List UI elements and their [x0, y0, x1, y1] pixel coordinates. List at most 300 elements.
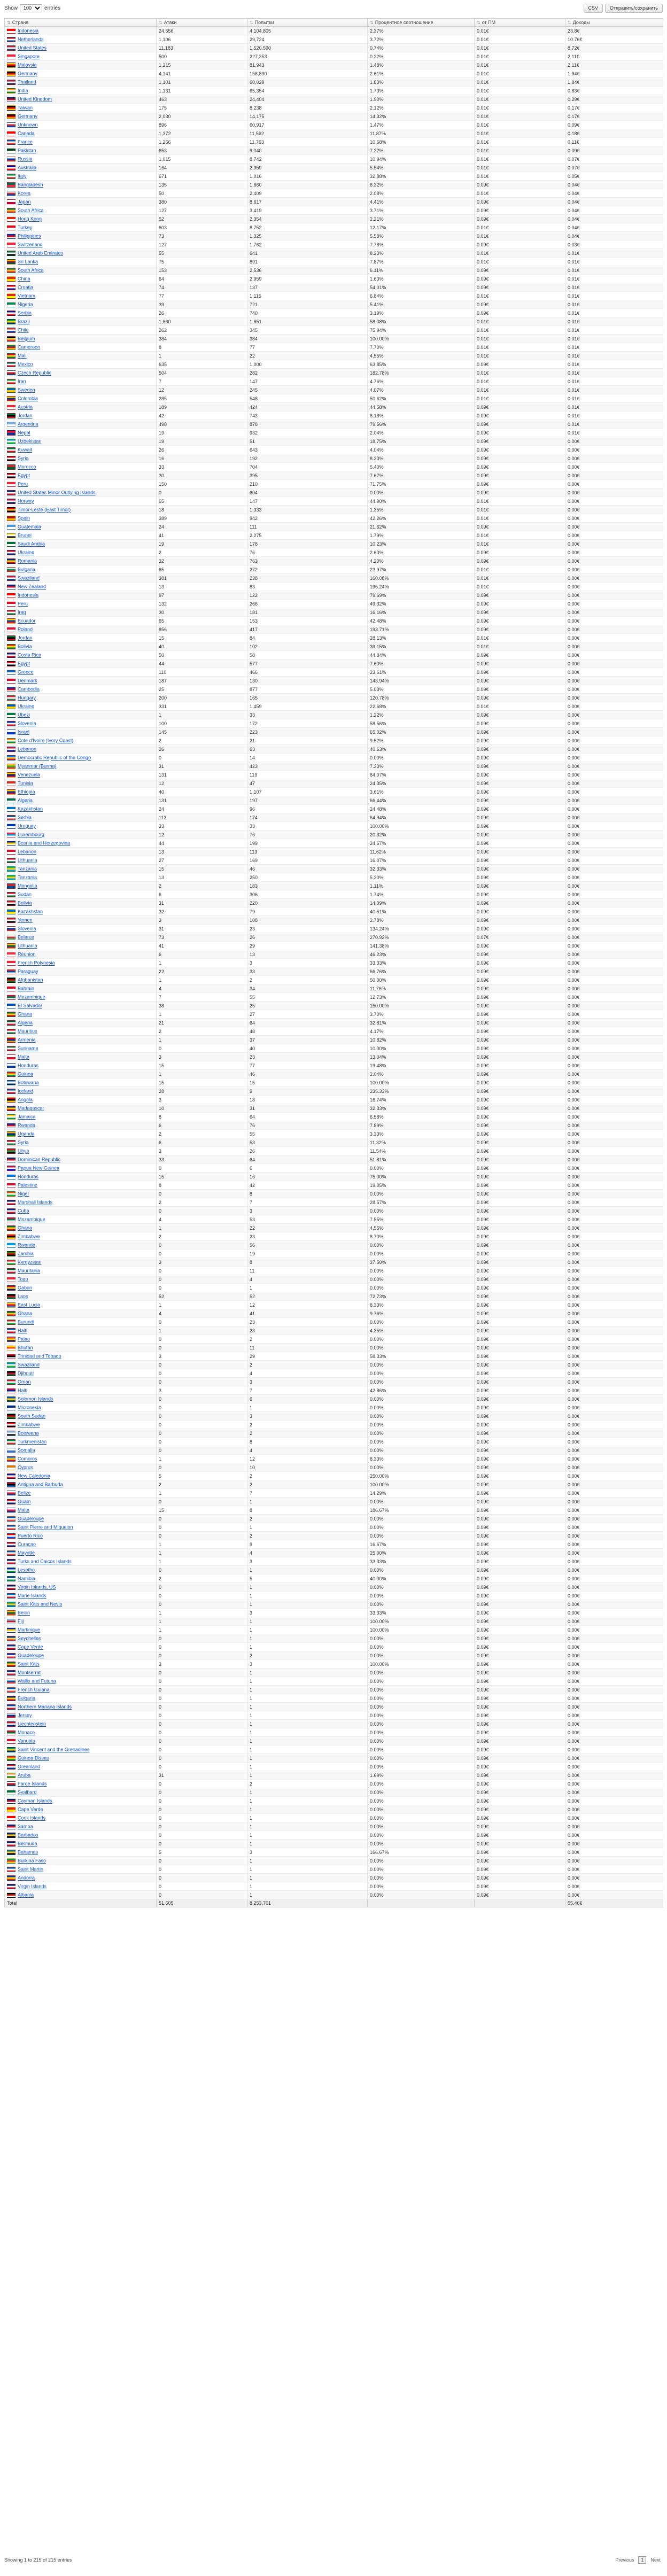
country-link[interactable]: Honduras [18, 1174, 39, 1180]
country-link[interactable]: Palestine [18, 1182, 38, 1188]
country-link[interactable]: Bolivia [18, 643, 32, 649]
country-link[interactable]: Martinique [18, 1627, 41, 1633]
column-header-per-pm[interactable]: ⇅ от ПМ [475, 19, 565, 27]
country-link[interactable]: Japan [18, 199, 31, 205]
csv-button[interactable]: CSV [584, 4, 603, 13]
country-link[interactable]: Russia [18, 156, 33, 162]
country-link[interactable]: Faroe Islands [18, 1781, 47, 1787]
cell-income: 0.00€ [565, 651, 663, 659]
cell-ratio: 1.83% [368, 78, 475, 87]
country-link[interactable]: Honduras [18, 1062, 39, 1068]
country-link[interactable]: Nigeria [18, 301, 33, 307]
country-link[interactable]: Palau [18, 1336, 30, 1342]
country-link[interactable]: United Arab Emirates [18, 250, 64, 256]
country-flag-icon [7, 747, 15, 752]
country-link[interactable]: Bulgaria [18, 567, 36, 572]
cell-ratio: 100.00% [368, 1078, 475, 1087]
country-link[interactable]: Ghana [18, 1225, 33, 1231]
cell-per-pm: 0.09€ [475, 831, 565, 839]
country-link[interactable]: Tunisia [18, 780, 33, 786]
country-link[interactable]: Mexico [18, 361, 33, 367]
country-link[interactable]: Bhutan [18, 1345, 33, 1351]
country-link[interactable]: Belgium [18, 336, 35, 342]
country-link[interactable]: Zimbabwe [18, 1233, 40, 1239]
country-link[interactable]: Jamaica [18, 1114, 36, 1120]
country-link[interactable]: Haiti [18, 1328, 28, 1333]
country-link[interactable]: Peru [18, 601, 28, 607]
print-save-button[interactable]: Отправить/сохранить [605, 4, 663, 13]
cell-country [5, 1044, 157, 1053]
country-link[interactable]: Korea [18, 190, 31, 196]
country-link[interactable]: Democratic Republic of the Congo [18, 755, 91, 761]
country-link[interactable]: Cote d'Ivoire (Ivory Coast) [18, 738, 74, 743]
country-link[interactable]: Ukraine [18, 549, 35, 555]
country-link[interactable]: Indonesia [18, 28, 39, 34]
country-link[interactable]: Somalia [18, 1447, 35, 1453]
cell-country [5, 848, 157, 856]
country-link[interactable]: Colombia [18, 395, 38, 401]
country-link[interactable]: Guinea [18, 1071, 34, 1077]
country-link[interactable]: Virgin Islands [18, 1883, 46, 1889]
country-link[interactable]: Togo [18, 1276, 28, 1282]
cell-attempts: 4 [247, 1275, 368, 1284]
country-link[interactable]: Suriname [18, 1045, 38, 1051]
cell-ratio: 21.62% [368, 523, 475, 531]
country-link[interactable]: Bangladesh [18, 182, 43, 188]
country-link[interactable]: Argentina [18, 421, 38, 427]
country-link[interactable]: Guatemala [18, 524, 42, 530]
cell-income: 0.00€ [565, 899, 663, 907]
country-link[interactable]: Armenia [18, 1037, 36, 1043]
country-link[interactable]: Morocco [18, 464, 36, 470]
country-link[interactable]: Algeria [18, 1020, 33, 1026]
country-link[interactable]: Marshall Islands [18, 1199, 53, 1205]
cell-per-pm: 0.09€ [475, 1651, 565, 1660]
cell-income: 0.00€ [565, 565, 663, 574]
pagination-page[interactable]: 1 [638, 2556, 646, 2564]
country-link[interactable]: Guam [18, 1499, 31, 1504]
country-link[interactable]: El Salvador [18, 1003, 43, 1008]
country-link[interactable]: Cape Verde [18, 1806, 43, 1812]
cell-ratio: 0.00% [368, 1566, 475, 1574]
country-link[interactable]: Madagascar [18, 1105, 44, 1111]
cell-country [5, 87, 157, 95]
country-link[interactable]: Antigua and Barbuda [18, 1481, 63, 1487]
cell-attempts: 877 [247, 685, 368, 694]
country-link[interactable]: Bulgaria [18, 1695, 36, 1701]
country-link[interactable]: Bolivia [18, 900, 32, 906]
country-link[interactable]: Benin [18, 1610, 30, 1616]
country-flag-icon [7, 1465, 15, 1470]
country-link[interactable]: Djibouti [18, 1370, 34, 1376]
country-flag-icon [7, 413, 15, 418]
cell-attempts: 1 [247, 1814, 368, 1822]
country-link[interactable]: Czech Republic [18, 370, 52, 376]
country-link[interactable]: Saint Martin [18, 1866, 44, 1872]
country-link[interactable]: Fiji [18, 1618, 24, 1624]
cell-country [5, 1592, 157, 1600]
country-flag-icon [7, 507, 15, 513]
country-link[interactable]: Saint Kitts and Nevis [18, 1601, 63, 1607]
country-link[interactable]: Kyrgyzstan [18, 1259, 42, 1265]
country-link[interactable]: Germany [18, 113, 38, 119]
page-length-select[interactable] [20, 4, 42, 12]
country-link[interactable]: Netherlands [18, 36, 44, 42]
table-row [5, 1737, 663, 1745]
country-link[interactable]: Swaziland [18, 1362, 40, 1368]
country-link[interactable]: Norway [18, 498, 34, 504]
cell-attempts: 2 [247, 1480, 368, 1489]
country-flag-icon [7, 695, 15, 701]
country-link[interactable]: Liechtenstein [18, 1721, 46, 1727]
cell-attempts: 53 [247, 1138, 368, 1147]
country-link[interactable]: Turkmenistan [18, 1439, 47, 1445]
cell-attacks: 1 [157, 1010, 247, 1019]
country-link[interactable]: Iceland [18, 1088, 34, 1094]
cell-country [5, 138, 157, 146]
country-link[interactable]: Australia [18, 165, 37, 170]
country-link[interactable]: Romania [18, 558, 37, 564]
country-link[interactable]: Botswana [18, 1430, 39, 1436]
country-link[interactable]: Lebanon [18, 849, 37, 855]
country-link[interactable]: Saint Vincent and the Grenadines [18, 1747, 90, 1752]
country-link[interactable]: Myanmar (Burma) [18, 763, 57, 769]
country-link[interactable]: Thailand [18, 79, 36, 85]
country-link[interactable]: Solomon Islands [18, 1396, 53, 1402]
country-link[interactable]: Kazakhstan [18, 909, 43, 914]
country-link[interactable]: Tanzania [18, 874, 37, 880]
country-link[interactable]: Ukraine [18, 703, 35, 709]
country-link[interactable]: Syria [18, 1139, 29, 1145]
country-link[interactable]: Brunei [18, 532, 32, 538]
cell-attacks: 15 [157, 1173, 247, 1181]
country-link[interactable]: Andorra [18, 1875, 35, 1881]
country-link[interactable]: Mali [18, 353, 27, 359]
country-link[interactable]: Timor-Leste (East Timor) [18, 507, 71, 513]
country-link[interactable]: Namibia [18, 1576, 36, 1581]
country-link[interactable]: Vietnam [18, 293, 35, 299]
country-link[interactable]: Lesotho [18, 1567, 35, 1573]
country-link[interactable]: Unknown [18, 122, 38, 128]
cell-ratio: 16.74% [368, 1096, 475, 1104]
cell-country [5, 1891, 157, 1899]
cell-country [5, 1660, 157, 1669]
country-link[interactable]: South Africa [18, 207, 44, 213]
country-link[interactable]: Iran [18, 378, 26, 384]
country-link[interactable]: Bosnia and Herzegovina [18, 840, 71, 846]
country-link[interactable]: Nepal [18, 430, 30, 436]
country-link[interactable]: Saint Kitts [18, 1661, 40, 1667]
country-link[interactable]: Mongolia [18, 883, 37, 889]
country-link[interactable]: Gabon [18, 1285, 33, 1291]
cell-income: 0.00€ [565, 1386, 663, 1395]
country-link[interactable]: Mozambique [18, 994, 45, 1000]
country-link[interactable]: East Lucia [18, 1302, 41, 1308]
country-link[interactable]: Canada [18, 130, 35, 136]
country-link[interactable]: Ethiopia [18, 789, 35, 795]
country-flag-icon [7, 558, 15, 564]
country-link[interactable]: Egypt [18, 472, 30, 478]
country-link[interactable]: Réunion [18, 951, 36, 957]
cell-per-pm: 0.01€ [475, 514, 565, 523]
country-flag-icon [7, 516, 15, 521]
country-link[interactable]: Burkina Faso [18, 1858, 46, 1864]
country-link[interactable]: Cape Verde [18, 1644, 43, 1650]
country-link[interactable]: Costa Rica [18, 652, 42, 658]
country-link[interactable]: Barbados [18, 1832, 38, 1838]
country-link[interactable]: Cyprus [18, 1464, 33, 1470]
country-link[interactable]: Samoa [18, 1824, 33, 1829]
cell-attempts: 3 [247, 1557, 368, 1566]
country-link[interactable]: Kuwait [18, 447, 33, 453]
country-link[interactable]: Saudi Arabia [18, 541, 45, 547]
cell-attempts: 1,016 [247, 172, 368, 181]
country-link[interactable]: Trinidad and Tobago [18, 1353, 61, 1359]
country-link[interactable]: Serbia [18, 310, 32, 316]
pagination-next[interactable]: Next [650, 2557, 661, 2563]
country-link[interactable]: Guadeloupe [18, 1516, 44, 1522]
country-link[interactable]: Sweden [18, 387, 35, 393]
country-link[interactable]: Jersey [18, 1712, 32, 1718]
country-link[interactable]: Oman [18, 1379, 31, 1385]
country-flag-icon [7, 1687, 15, 1693]
country-link[interactable]: Pakistan [18, 148, 36, 153]
country-link[interactable]: Cambodia [18, 686, 40, 692]
country-link[interactable]: Ghana [18, 1011, 33, 1017]
cell-per-pm: 0.09€ [475, 950, 565, 959]
country-link[interactable]: Bahrain [18, 986, 35, 991]
country-link[interactable]: Luxembourg [18, 832, 45, 837]
country-link[interactable]: Slovenia [18, 720, 36, 726]
cell-income: 0.00€ [565, 1421, 663, 1429]
country-link[interactable]: Venezuela [18, 772, 41, 778]
country-link[interactable]: French Guiana [18, 1687, 50, 1693]
country-link[interactable]: Albania [18, 1892, 34, 1898]
country-link[interactable]: Hong Kong [18, 216, 42, 222]
country-link[interactable]: Haiti [18, 1387, 28, 1393]
cell-ratio: 4.55% [368, 1224, 475, 1232]
cell-country [5, 1694, 157, 1703]
country-link[interactable]: Rwanda [18, 1242, 36, 1248]
country-link[interactable]: United Kingdom [18, 96, 52, 102]
country-link[interactable]: Syria [18, 455, 29, 461]
table-row [5, 360, 663, 369]
country-link[interactable]: Saint Pierre and Miquelon [18, 1524, 73, 1530]
cell-attempts: 1 [247, 1720, 368, 1728]
country-link[interactable]: Micronesia [18, 1405, 41, 1410]
cell-income: 0.00€ [565, 771, 663, 779]
country-link[interactable]: Puerto Rico [18, 1533, 43, 1539]
country-link[interactable]: Malaysia [18, 62, 37, 68]
table-row [5, 1540, 663, 1549]
country-link[interactable]: Singapore [18, 53, 40, 59]
country-link[interactable]: Svalbard [18, 1789, 37, 1795]
country-link[interactable]: Zambia [18, 1251, 34, 1256]
country-link[interactable]: Taiwan [18, 105, 33, 111]
cell-income: 0.00€ [565, 659, 663, 668]
country-link[interactable]: Uganda [18, 1131, 35, 1137]
country-link[interactable]: Bahamas [18, 1849, 38, 1855]
cell-per-pm: 0.09€ [475, 1891, 565, 1899]
country-link[interactable]: Marie Islands [18, 1593, 46, 1599]
country-link[interactable]: Croatia [18, 284, 34, 290]
table-row [5, 1788, 663, 1797]
country-link[interactable]: Turks and Caicos Islands [18, 1558, 72, 1564]
cell-country [5, 1429, 157, 1438]
country-link[interactable]: New Zealand [18, 584, 46, 589]
country-link[interactable]: Zimbabwe [18, 1422, 40, 1427]
country-link[interactable]: Aruba [18, 1772, 31, 1778]
country-link[interactable]: Israel [18, 729, 30, 735]
country-link[interactable]: Virgin Islands, US [18, 1584, 56, 1590]
country-link[interactable]: Mayotte [18, 1550, 35, 1556]
table-row [5, 1224, 663, 1232]
country-link[interactable]: Guinea-Bissau [18, 1755, 50, 1761]
country-link[interactable]: Serbia [18, 814, 32, 820]
country-link[interactable]: United States [18, 45, 47, 51]
country-link[interactable]: Vanuatu [18, 1738, 35, 1744]
country-link[interactable]: Lithuania [18, 943, 37, 949]
country-link[interactable]: Greece [18, 669, 34, 675]
country-link[interactable]: Sudan [18, 891, 32, 897]
country-link[interactable]: Niger [18, 1191, 29, 1197]
cell-country [5, 1609, 157, 1617]
table-toolbar [4, 2, 663, 14]
country-link[interactable]: Spain [18, 515, 30, 521]
cell-ratio: 0.00% [368, 1284, 475, 1292]
country-link[interactable]: Germany [18, 71, 38, 76]
country-link[interactable]: Switzerland [18, 242, 43, 247]
country-link[interactable]: Algeria [18, 797, 33, 803]
pagination-previous[interactable]: Previous [615, 2557, 634, 2563]
country-link[interactable]: Jordan [18, 413, 33, 418]
country-link[interactable]: Seychelles [18, 1635, 41, 1641]
country-link[interactable]: Curaçao [18, 1541, 36, 1547]
cell-attacks: 65 [157, 565, 247, 574]
country-link[interactable]: Cayman Islands [18, 1798, 52, 1804]
country-link[interactable]: Wallis and Futuna [18, 1678, 56, 1684]
country-link[interactable]: China [18, 276, 30, 282]
cell-ratio: 6.84% [368, 292, 475, 300]
country-link[interactable]: Comoros [18, 1456, 37, 1462]
cell-income: 0.01€ [565, 292, 663, 300]
cell-income: 0.01€ [565, 420, 663, 429]
column-header-country[interactable]: ⇅ Страна [5, 19, 157, 27]
country-link[interactable]: Ghana [18, 1310, 33, 1316]
country-link[interactable]: Kazakhstan [18, 806, 43, 812]
country-link[interactable]: Cook Islands [18, 1815, 46, 1821]
country-link[interactable]: Monaco [18, 1729, 35, 1735]
country-link[interactable]: Tanzania [18, 866, 37, 872]
country-link[interactable]: Papua New Guinea [18, 1165, 60, 1171]
country-link[interactable]: Yemen [18, 917, 33, 923]
country-link[interactable]: Belize [18, 1490, 31, 1496]
country-link[interactable]: Brazil [18, 319, 30, 324]
country-link[interactable]: Paraguay [18, 968, 38, 974]
country-link[interactable]: United States Minor Outlying Islands [18, 490, 96, 495]
country-link[interactable]: Dominican Republic [18, 1157, 61, 1162]
country-link[interactable]: New Caledonia [18, 1473, 51, 1479]
country-link[interactable]: Denmark [18, 678, 37, 684]
country-link[interactable]: Ubezi [18, 712, 30, 718]
country-link[interactable]: Mozambique [18, 1216, 45, 1222]
country-flag-icon [7, 1362, 15, 1368]
country-link[interactable]: Afghanistan [18, 977, 43, 983]
country-link[interactable]: Bermuda [18, 1841, 37, 1846]
country-link[interactable]: India [18, 88, 28, 94]
column-header-income[interactable]: ⇅ Доходы [565, 19, 663, 27]
country-link[interactable]: Uruguay [18, 823, 36, 829]
country-link[interactable]: Libya [18, 1148, 29, 1154]
country-link[interactable]: Chile [18, 327, 29, 333]
country-link[interactable]: Guadeloupe [18, 1652, 44, 1658]
country-link[interactable]: Cuba [18, 1208, 29, 1214]
country-link[interactable]: Malta [18, 1507, 30, 1513]
cell-per-pm: 0.09€ [475, 736, 565, 745]
country-link[interactable]: Poland [18, 626, 33, 632]
country-link[interactable]: Hungary [18, 695, 36, 701]
country-link[interactable]: Belarus [18, 934, 34, 940]
column-header-ratio[interactable]: ⇅ Процентное соотношение [368, 19, 475, 27]
country-link[interactable]: Jordan [18, 635, 33, 641]
country-link[interactable]: France [18, 139, 33, 145]
country-link[interactable]: Sri Lanka [18, 259, 38, 265]
cell-per-pm: 0.01€ [475, 343, 565, 352]
country-link[interactable]: French Polynesia [18, 960, 55, 966]
country-link[interactable]: Angola [18, 1097, 33, 1103]
cell-income: 0.00€ [565, 805, 663, 813]
country-link[interactable]: South Sudan [18, 1413, 46, 1419]
country-flag-icon [7, 824, 15, 829]
country-link[interactable]: Burundi [18, 1319, 35, 1325]
country-link[interactable]: Turkey [18, 224, 33, 230]
country-link[interactable]: South Africa [18, 267, 44, 273]
country-link[interactable]: Botswana [18, 1080, 39, 1085]
country-link[interactable]: Mauritania [18, 1268, 41, 1274]
country-link[interactable]: Philippines [18, 233, 41, 239]
cell-attacks: 0 [157, 1446, 247, 1455]
country-link[interactable]: Egypt [18, 661, 30, 666]
country-link[interactable]: Slovenia [18, 926, 36, 932]
cell-per-pm: 0.09€ [475, 1335, 565, 1344]
cell-income: 0.01€ [565, 343, 663, 352]
country-link[interactable]: Rwanda [18, 1122, 36, 1128]
country-link[interactable]: Indonesia [18, 592, 39, 598]
country-link[interactable]: Montserrat [18, 1670, 41, 1675]
cell-income: 2.11€ [565, 61, 663, 69]
cell-ratio: 3.71% [368, 206, 475, 215]
country-link[interactable]: Greenland [18, 1764, 41, 1770]
country-link[interactable]: Malta [18, 1054, 30, 1060]
column-header-attacks[interactable]: ⇅ Атаки [157, 19, 247, 27]
cell-attempts: 46 [247, 1070, 368, 1078]
cell-per-pm: 0.09€ [475, 1857, 565, 1865]
country-link[interactable]: Italy [18, 173, 27, 179]
country-link[interactable]: Cameroon [18, 344, 41, 350]
country-link[interactable]: Peru [18, 481, 28, 487]
country-link[interactable]: Lebanon [18, 746, 37, 752]
country-link[interactable]: Iraq [18, 609, 26, 615]
country-link[interactable]: Mauritius [18, 1028, 37, 1034]
column-header-attempts[interactable]: ⇅ Попытки [247, 19, 368, 27]
country-link[interactable]: Laos [18, 1293, 28, 1299]
country-link[interactable]: Swaziland [18, 575, 40, 581]
country-link[interactable]: Ecuador [18, 618, 36, 624]
country-link[interactable]: Uzbekistan [18, 438, 42, 444]
country-link[interactable]: Austria [18, 404, 33, 410]
country-link[interactable]: Lithuania [18, 857, 37, 863]
country-link[interactable]: Northern Mariana Islands [18, 1704, 72, 1710]
